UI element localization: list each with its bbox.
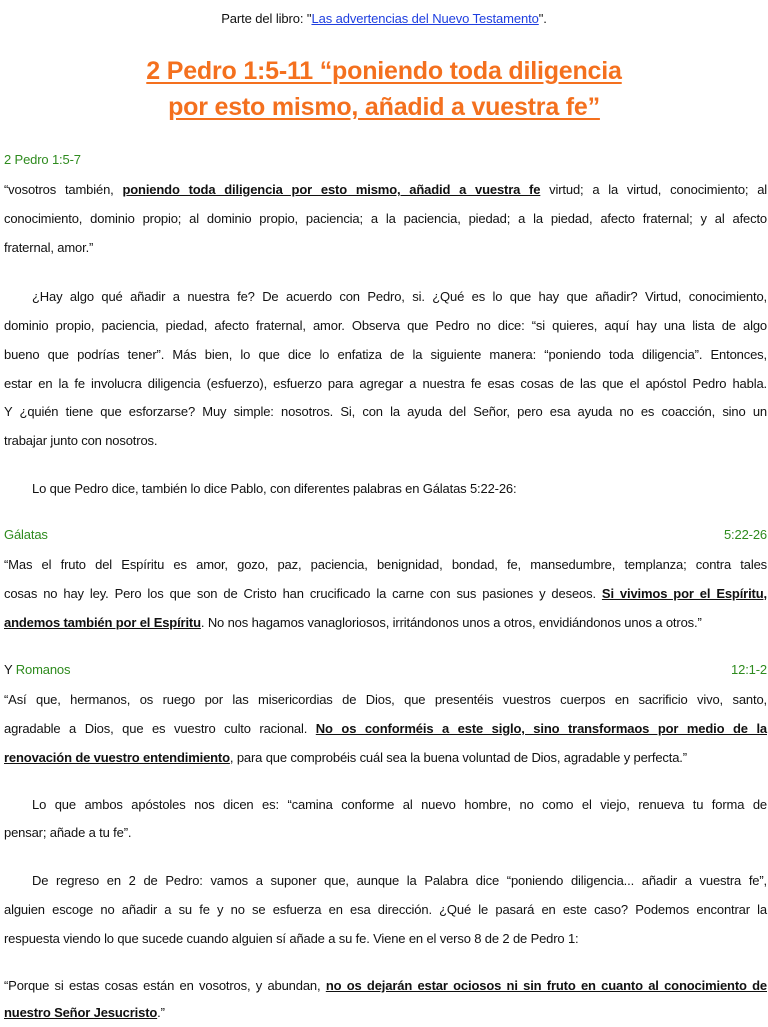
text-line: conocimiento, dominio propio; al dominio propio, paciencia; a la paciencia, piedad; a la piedad, afecto fraternal; y al afecto [4,211,767,226]
text-line: “Mas el fruto del Espíritu es amor, gozo, paz, paciencia, benignidad, bondad, fe, mansedumbre, templanza; contra tales [4,557,767,572]
text-line [4,998,767,1027]
text-line: estar en la fe involucra diligencia (esfuerzo), esfuerzo para agregar a nuestra fe esas cosas de las que el apóstol Pedro habla. [4,376,767,391]
scripture-reference [4,655,767,684]
scripture-reference: 2 Pedro 1:5-7 [4,152,81,167]
source-line [0,11,768,26]
reference-prefix: Y [4,662,16,677]
emphasis-text: No os conforméis a este siglo, sino transformaos por medio de la [315,721,767,736]
text-line: respuesta viendo lo que sucede cuando alguien sí añade a su fe. Viene en el verso 8 de 2 de Pedro 1: [4,931,579,946]
text-segment: . No nos hagamos vanagloriosos, irritándonos unos a otros, envidiándonos unos a otros.” [200,615,702,630]
scripture-reference [4,520,767,549]
source-suffix: ". [538,11,547,26]
reference-verse: 12:1-2 [731,662,767,677]
text-line: alguien escoge no añadir a su fe y no se esfuerza en esa dirección. ¿Qué le pasará en este caso? Podemos encontrar la [4,902,767,917]
text-line [4,175,767,204]
page-title [0,53,768,125]
text-segment: “Porque si estas cosas están en vosotros, y abundan, [4,978,326,993]
text-segment: “vosotros también, [4,182,123,197]
emphasis-text: renovación de vuestro entendimiento [4,750,230,765]
emphasis-text: poniendo toda diligencia por esto mismo, añadid a vuestra fe [122,182,541,197]
text-line: Lo que ambos apóstoles nos dicen es: “camina conforme al nuevo hombre, no como el viejo, renueva tu forma de [32,797,767,812]
emphasis-text: Si vivimos por el Espíritu, [601,586,767,601]
text-segment: virtud; a la virtud, conocimiento; al [540,182,768,197]
paragraph: Lo que Pedro dice, también lo dice Pablo, con diferentes palabras en Gálatas 5:22-26: [32,481,517,496]
reference-label [4,655,70,684]
title-line-1: 2 Pedro 1:5-11 “poniendo toda diligencia [146,57,622,85]
emphasis-text: andemos también por el Espíritu [4,615,201,630]
text-line: bueno que podrías tener”. Más bien, lo que dice lo enfatiza de la siguiente manera: “poniendo toda diligencia”. Entonces, [4,347,767,362]
text-line: Y ¿quién tiene que esforzarse? Muy simple: nosotros. Si, con la ayuda del Señor, pero esa ayuda no es coacción, sino un [4,404,767,419]
emphasis-text: nuestro Señor Jesucristo [4,1005,158,1020]
text-segment: .” [157,1005,165,1020]
title-line-2: por esto mismo, añadid a vuestra fe” [168,93,600,121]
text-line: pensar; añade a tu fe”. [4,825,132,840]
source-prefix: Parte del libro: " [221,11,312,26]
text-line: fraternal, amor.” [4,240,94,255]
text-line: dominio propio, paciencia, piedad, afecto fraternal, amor. Observa que Pedro no dice: “si quieres, aquí hay una lista de algo [4,318,767,333]
emphasis-text: no os dejarán estar ociosos ni sin fruto en cuanto al conocimiento de [325,978,768,993]
text-line [4,971,767,1000]
text-segment: agradable a Dios, que es vuestro culto racional. [4,721,316,736]
text-line: ¿Hay algo qué añadir a nuestra fe? De acuerdo con Pedro, si. ¿Qué es lo que hay que añadir? Virtud, conocimiento, [32,289,767,304]
text-segment: , para que comprobéis cuál sea la buena voluntad de Dios, agradable y perfecta.” [229,750,687,765]
reference-book: Romanos [15,662,71,677]
text-line: “Así que, hermanos, os ruego por las misericordias de Dios, que presentéis vuestros cuerpos en sacrificio vivo, santo, [4,692,767,707]
book-link[interactable]: Las advertencias del Nuevo Testamento [311,11,539,26]
text-segment: cosas no hay ley. Pero los que son de Cristo han crucificado la carne con sus pasiones y deseos. [4,586,602,601]
text-line [4,743,767,772]
text-line: De regreso en 2 de Pedro: vamos a suponer que, aunque la Palabra dice “poniendo diligencia... añadir a vuestra fe”, [32,873,767,888]
reference-book: Gálatas [4,527,48,542]
text-line [4,608,767,637]
text-line [4,579,767,608]
text-line: trabajar junto con nosotros. [4,433,158,448]
reference-verse: 5:22-26 [723,527,767,542]
text-line [4,714,767,743]
